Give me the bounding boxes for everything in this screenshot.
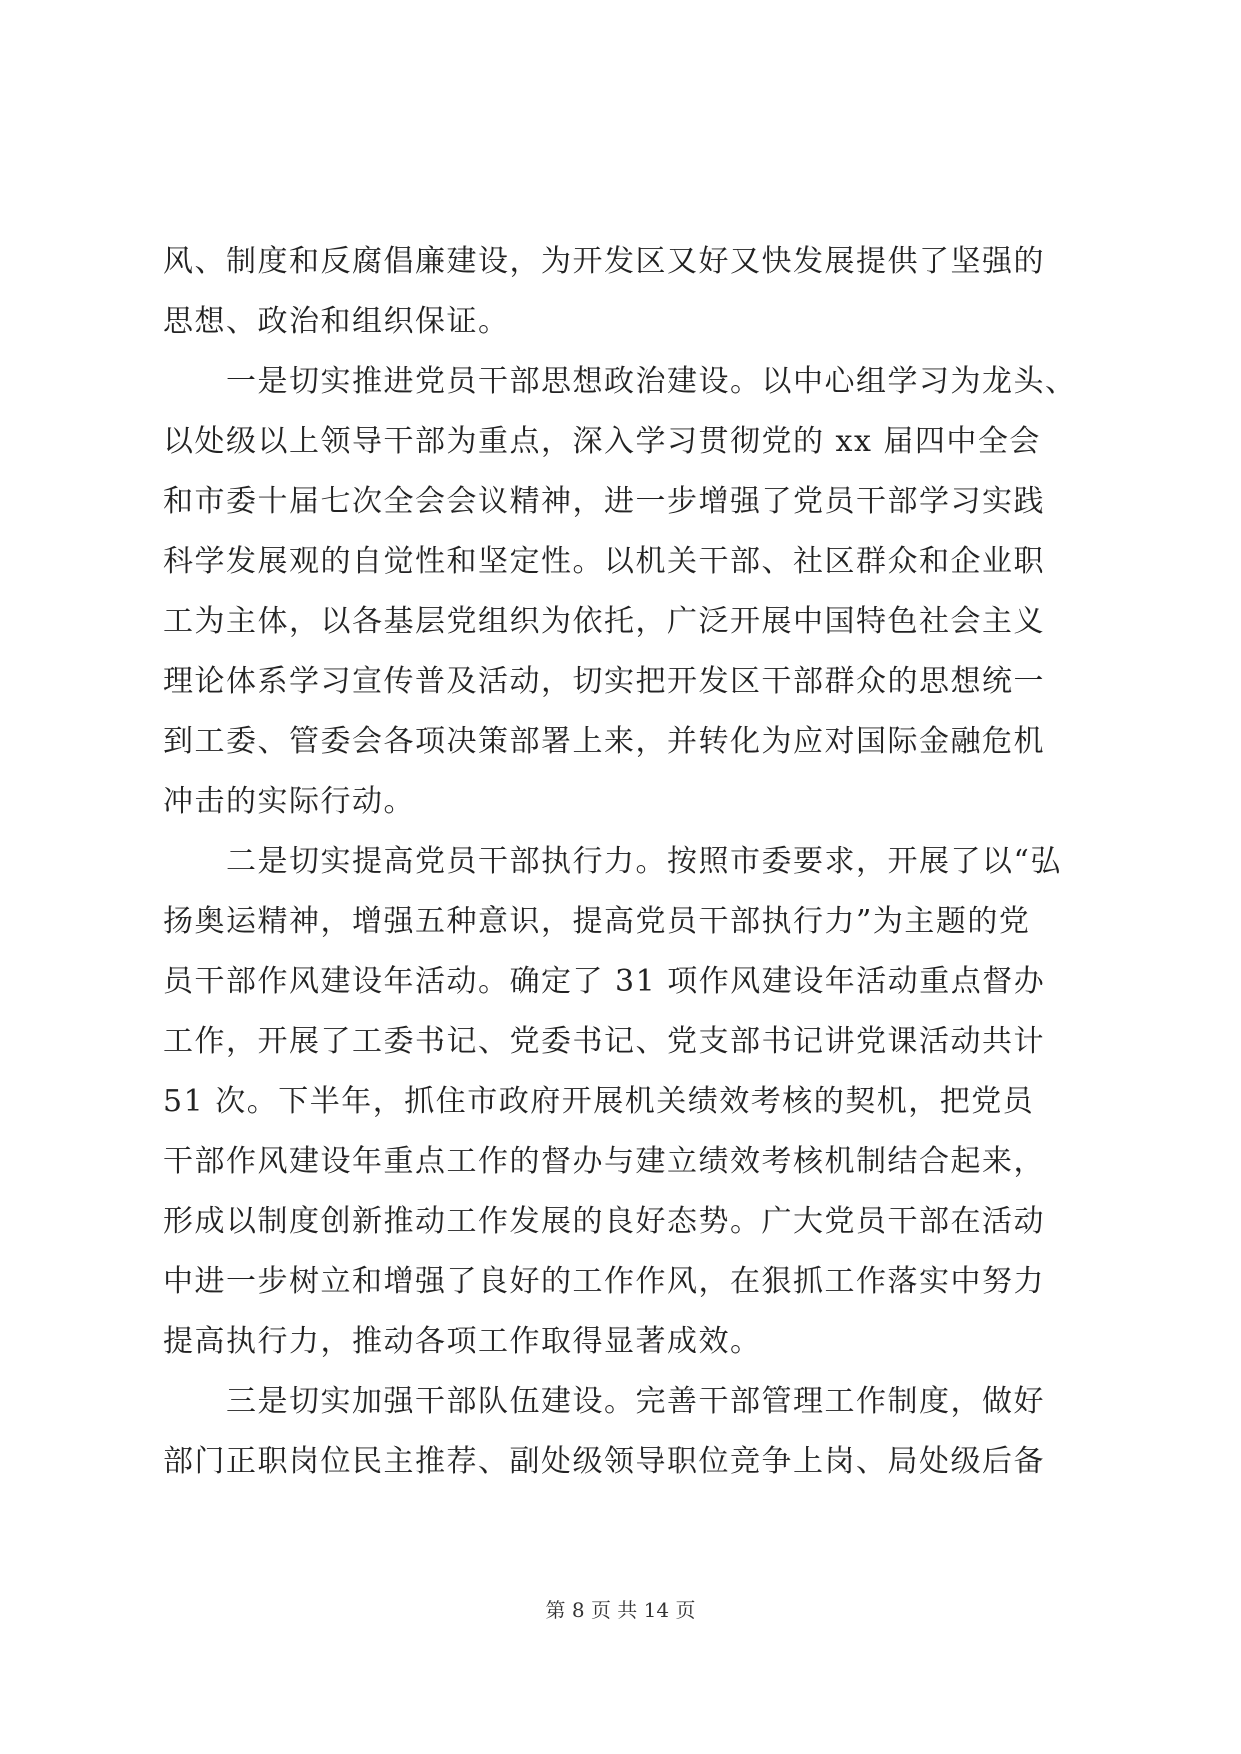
text-line: 风、制度和反腐倡廉建设，为开发区又好又快发展提供了坚强的: [163, 244, 1045, 279]
text-line: 二是切实提高党员干部执行力。按照市委要求，开展了以“弘: [163, 844, 1062, 879]
text-line: 理论体系学习宣传普及活动，切实把开发区干部群众的思想统一: [163, 664, 1045, 699]
text-line: 三是切实加强干部队伍建设。完善干部管理工作制度，做好: [163, 1384, 1045, 1419]
text-line: 冲击的实际行动。: [163, 784, 415, 819]
text-line: 部门正职岗位民主推荐、副处级领导职位竞争上岗、局处级后备: [163, 1444, 1045, 1479]
text-line: 提高执行力，推动各项工作取得显著成效。: [163, 1324, 762, 1359]
text-line: 到工委、管委会各项决策部署上来，并转化为应对国际金融危机: [163, 724, 1045, 759]
text-line: 思想、政治和组织保证。: [163, 304, 510, 339]
text-line: 工作，开展了工委书记、党委书记、党支部书记讲党课活动共计: [163, 1024, 1045, 1059]
text-line: 一是切实推进党员干部思想政治建设。以中心组学习为龙头、: [163, 364, 1077, 399]
text-line: 工为主体，以各基层党组织为依托，广泛开展中国特色社会主义: [163, 604, 1045, 639]
document-body: [163, 232, 1093, 1492]
text-line: 员干部作风建设年活动。确定了 31 项作风建设年活动重点督办: [163, 964, 1046, 999]
text-line: 以处级以上领导干部为重点，深入学习贯彻党的 xx 届四中全会: [163, 424, 1041, 459]
text-line: 扬奥运精神，增强五种意识，提高党员干部执行力”为主题的党: [163, 904, 1031, 939]
text-line: 干部作风建设年重点工作的督办与建立绩效考核机制结合起来，: [163, 1144, 1045, 1179]
text-line: 中进一步树立和增强了良好的工作作风，在狠抓工作落实中努力: [163, 1264, 1045, 1299]
text-line: 科学发展观的自觉性和坚定性。以机关干部、社区群众和企业职: [163, 544, 1045, 579]
text-line: 形成以制度创新推动工作发展的良好态势。广大党员干部在活动: [163, 1204, 1045, 1239]
page-footer: 第 8 页 共 14 页: [545, 1598, 696, 1622]
text-line: 51 次。下半年，抓住市政府开展机关绩效考核的契机，把党员: [163, 1084, 1035, 1119]
text-line: 和市委十届七次全会会议精神，进一步增强了党员干部学习实践: [163, 484, 1045, 519]
